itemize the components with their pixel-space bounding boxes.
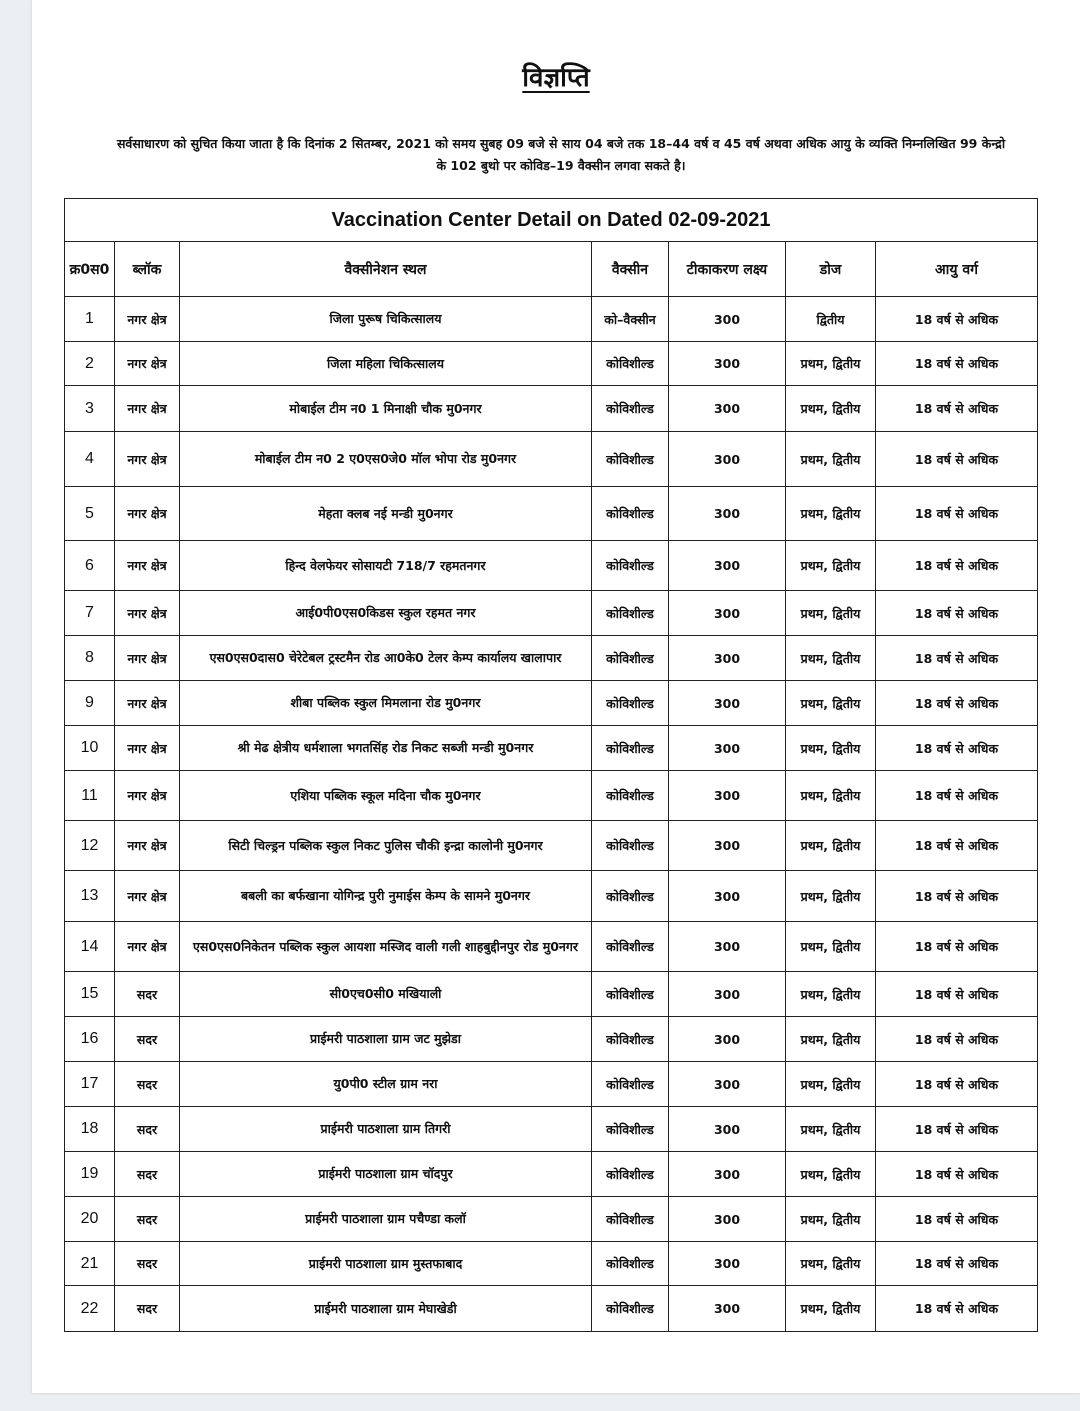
target-cell: 300 (669, 1107, 786, 1152)
serial-cell: 12 (65, 821, 115, 871)
dose-cell: प्रथम, द्वितीय (786, 1197, 876, 1242)
vaccine-cell: कोविशील्ड (592, 922, 669, 972)
block-cell: नगर क्षेत्र (115, 681, 180, 726)
age-cell: 18 वर्ष से अधिक (876, 541, 1038, 591)
age-cell: 18 वर्ष से अधिक (876, 726, 1038, 771)
table-row (65, 972, 1038, 1017)
block-cell: नगर क्षेत्र (115, 591, 180, 636)
dose-cell: प्रथम, द्वितीय (786, 1062, 876, 1107)
block-cell: सदर (115, 1107, 180, 1152)
serial-cell: 8 (65, 636, 115, 681)
target-cell: 300 (669, 922, 786, 972)
age-cell: 18 वर्ष से अधिक (876, 432, 1038, 487)
vaccine-cell: कोविशील्ड (592, 1242, 669, 1286)
block-cell: नगर क्षेत्र (115, 386, 180, 432)
place-cell: जिला महिला चिकित्सालय (180, 342, 592, 386)
dose-cell: प्रथम, द्वितीय (786, 1152, 876, 1197)
target-cell: 300 (669, 972, 786, 1017)
age-cell: 18 वर्ष से अधिक (876, 487, 1038, 541)
dose-cell: प्रथम, द्वितीय (786, 487, 876, 541)
serial-cell: 16 (65, 1017, 115, 1062)
block-cell: सदर (115, 1152, 180, 1197)
table-row (65, 1242, 1038, 1286)
dose-cell: प्रथम, द्वितीय (786, 541, 876, 591)
table-row (65, 591, 1038, 636)
place-cell: हिन्द वेलफेयर सोसायटी 718/7 रहमतनगर (180, 541, 592, 591)
block-cell: नगर क्षेत्र (115, 297, 180, 342)
block-cell: नगर क्षेत्र (115, 871, 180, 922)
serial-cell: 1 (65, 297, 115, 342)
place-cell: प्राईमरी पाठशाला ग्राम चॉदपुर (180, 1152, 592, 1197)
table-row (65, 432, 1038, 487)
target-cell: 300 (669, 821, 786, 871)
block-cell: नगर क्षेत्र (115, 726, 180, 771)
dose-cell: प्रथम, द्वितीय (786, 771, 876, 821)
target-cell: 300 (669, 1242, 786, 1286)
table-header-row (65, 242, 1038, 297)
target-cell: 300 (669, 591, 786, 636)
place-cell: प्राईमरी पाठशाला ग्राम तिगरी (180, 1107, 592, 1152)
block-cell: सदर (115, 1017, 180, 1062)
place-cell: शीबा पब्लिक स्कुल मिमलाना रोड मु0नगर (180, 681, 592, 726)
serial-cell: 21 (65, 1242, 115, 1286)
header-serial: क्र0स0 (65, 242, 115, 297)
place-cell: यु0पी0 स्टील ग्राम नरा (180, 1062, 592, 1107)
table-row (65, 1152, 1038, 1197)
dose-cell: प्रथम, द्वितीय (786, 1107, 876, 1152)
vaccine-cell: कोविशील्ड (592, 432, 669, 487)
header-block: ब्लॉक (115, 242, 180, 297)
table-row (65, 386, 1038, 432)
serial-cell: 17 (65, 1062, 115, 1107)
target-cell: 300 (669, 1017, 786, 1062)
vaccine-cell: कोविशील्ड (592, 1017, 669, 1062)
dose-cell: प्रथम, द्वितीय (786, 871, 876, 922)
block-cell: सदर (115, 1286, 180, 1332)
vaccine-cell: कोविशील्ड (592, 871, 669, 922)
serial-cell: 6 (65, 541, 115, 591)
notice-line-2: के 102 बुथो पर कोविड–19 वैक्सीन लगवा सकते है। (436, 158, 686, 173)
place-cell: प्राईमरी पाठशाला ग्राम मेघाखेडी (180, 1286, 592, 1332)
target-cell: 300 (669, 1152, 786, 1197)
age-cell: 18 वर्ष से अधिक (876, 1062, 1038, 1107)
table-row (65, 681, 1038, 726)
age-cell: 18 वर्ष से अधिक (876, 636, 1038, 681)
place-cell: सिटी चिल्ड्रन पब्लिक स्कुल निकट पुलिस चौकी इन्द्रा कालोनी मु0नगर (180, 821, 592, 871)
serial-cell: 5 (65, 487, 115, 541)
dose-cell: प्रथम, द्वितीय (786, 591, 876, 636)
vaccine-cell: कोविशील्ड (592, 1062, 669, 1107)
serial-cell: 3 (65, 386, 115, 432)
age-cell: 18 वर्ष से अधिक (876, 1286, 1038, 1332)
block-cell: नगर क्षेत्र (115, 487, 180, 541)
table-caption: Vaccination Center Detail on Dated 02-09-2021 (65, 199, 1038, 242)
vaccine-cell: कोविशील्ड (592, 726, 669, 771)
table-row (65, 871, 1038, 922)
dose-cell: प्रथम, द्वितीय (786, 386, 876, 432)
age-cell: 18 वर्ष से अधिक (876, 1017, 1038, 1062)
vaccine-cell: कोविशील्ड (592, 681, 669, 726)
age-cell: 18 वर्ष से अधिक (876, 1197, 1038, 1242)
block-cell: सदर (115, 1062, 180, 1107)
target-cell: 300 (669, 1286, 786, 1332)
place-cell: बबली का बर्फखाना योगिन्द्र पुरी नुमाईस केम्प के सामने मु0नगर (180, 871, 592, 922)
target-cell: 300 (669, 681, 786, 726)
age-cell: 18 वर्ष से अधिक (876, 1152, 1038, 1197)
age-cell: 18 वर्ष से अधिक (876, 821, 1038, 871)
place-cell: एशिया पब्लिक स्कूल मदिना चौक मु0नगर (180, 771, 592, 821)
age-cell: 18 वर्ष से अधिक (876, 1107, 1038, 1152)
age-cell: 18 वर्ष से अधिक (876, 591, 1038, 636)
header-place: वैक्सीनेशन स्थल (180, 242, 592, 297)
table-row (65, 1286, 1038, 1332)
target-cell: 300 (669, 541, 786, 591)
header-dose: डोज (786, 242, 876, 297)
serial-cell: 22 (65, 1286, 115, 1332)
serial-cell: 7 (65, 591, 115, 636)
dose-cell: प्रथम, द्वितीय (786, 1286, 876, 1332)
vaccine-cell: कोविशील्ड (592, 636, 669, 681)
serial-cell: 18 (65, 1107, 115, 1152)
table-row (65, 771, 1038, 821)
block-cell: नगर क्षेत्र (115, 541, 180, 591)
target-cell: 300 (669, 432, 786, 487)
place-cell: आई0पी0एस0किडस स्कुल रहमत नगर (180, 591, 592, 636)
table-row (65, 487, 1038, 541)
target-cell: 300 (669, 487, 786, 541)
dose-cell: प्रथम, द्वितीय (786, 636, 876, 681)
dose-cell: प्रथम, द्वितीय (786, 681, 876, 726)
vaccine-cell: कोविशील्ड (592, 771, 669, 821)
place-cell: सी0एच0सी0 मखियाली (180, 972, 592, 1017)
header-target: टीकाकरण लक्ष्य (669, 242, 786, 297)
vaccine-cell: कोविशील्ड (592, 342, 669, 386)
place-cell: मोबाईल टीम न0 2 ए0एस0जे0 मॉल भोपा रोड मु0नगर (180, 432, 592, 487)
target-cell: 300 (669, 386, 786, 432)
target-cell: 300 (669, 297, 786, 342)
vaccine-cell: कोविशील्ड (592, 487, 669, 541)
table-row (65, 541, 1038, 591)
dose-cell: प्रथम, द्वितीय (786, 726, 876, 771)
target-cell: 300 (669, 1062, 786, 1107)
place-cell: मेहता क्लब नई मन्डी मु0नगर (180, 487, 592, 541)
table-row (65, 1062, 1038, 1107)
notice-title: विज्ञप्ति (522, 63, 590, 93)
vaccine-cell: कोविशील्ड (592, 972, 669, 1017)
header-age: आयु वर्ग (876, 242, 1038, 297)
block-cell: नगर क्षेत्र (115, 342, 180, 386)
dose-cell: प्रथम, द्वितीय (786, 1242, 876, 1286)
place-cell: प्राईमरी पाठशाला ग्राम जट मुझेडा (180, 1017, 592, 1062)
table-row (65, 1197, 1038, 1242)
age-cell: 18 वर्ष से अधिक (876, 871, 1038, 922)
place-cell: श्री मेढ क्षेत्रीय धर्मशाला भगतसिंह रोड निकट सब्जी मन्डी मु0नगर (180, 726, 592, 771)
vaccination-table (64, 198, 1038, 1332)
serial-cell: 14 (65, 922, 115, 972)
table-row (65, 922, 1038, 972)
vaccine-cell: कोविशील्ड (592, 1107, 669, 1152)
vaccine-cell: कोविशील्ड (592, 1152, 669, 1197)
age-cell: 18 वर्ष से अधिक (876, 681, 1038, 726)
dose-cell: प्रथम, द्वितीय (786, 821, 876, 871)
dose-cell: प्रथम, द्वितीय (786, 432, 876, 487)
place-cell: एस0एस0दास0 चेरेटेबल ट्रस्टमैन रोड आ0के0 टेलर केम्प कार्यालय खालापार (180, 636, 592, 681)
age-cell: 18 वर्ष से अधिक (876, 972, 1038, 1017)
serial-cell: 19 (65, 1152, 115, 1197)
table-row (65, 636, 1038, 681)
target-cell: 300 (669, 342, 786, 386)
document-page (32, 0, 1080, 1393)
block-cell: नगर क्षेत्र (115, 432, 180, 487)
dose-cell: प्रथम, द्वितीय (786, 922, 876, 972)
age-cell: 18 वर्ष से अधिक (876, 1242, 1038, 1286)
place-cell: प्राईमरी पाठशाला ग्राम पचैण्डा कलॉ (180, 1197, 592, 1242)
dose-cell: प्रथम, द्वितीय (786, 972, 876, 1017)
block-cell: सदर (115, 1197, 180, 1242)
target-cell: 300 (669, 1197, 786, 1242)
table-row (65, 297, 1038, 342)
notice-line-1: सर्वसाधारण को सुचित किया जाता है कि दिनांक 2 सितम्बर, 2021 को समय सुबह 09 बजे से साय 04 बजे तक 18–44 वर्ष व 45 वर्ष अथवा अधिक आयु के व्यक्ति निम्नलिखित 99 केन्द्रो (116, 136, 1006, 151)
target-cell: 300 (669, 636, 786, 681)
dose-cell: द्वितीय (786, 297, 876, 342)
table-row (65, 342, 1038, 386)
serial-cell: 13 (65, 871, 115, 922)
target-cell: 300 (669, 871, 786, 922)
target-cell: 300 (669, 771, 786, 821)
table-row (65, 1017, 1038, 1062)
age-cell: 18 वर्ष से अधिक (876, 297, 1038, 342)
table-row (65, 726, 1038, 771)
place-cell: प्राईमरी पाठशाला ग्राम मुस्तफाबाद (180, 1242, 592, 1286)
vaccine-cell: कोविशील्ड (592, 821, 669, 871)
vaccine-cell: कोविशील्ड (592, 386, 669, 432)
target-cell: 300 (669, 726, 786, 771)
serial-cell: 2 (65, 342, 115, 386)
age-cell: 18 वर्ष से अधिक (876, 922, 1038, 972)
table-row (65, 821, 1038, 871)
serial-cell: 4 (65, 432, 115, 487)
header-vaccine: वैक्सीन (592, 242, 669, 297)
dose-cell: प्रथम, द्वितीय (786, 342, 876, 386)
notice-text (66, 133, 1056, 177)
serial-cell: 20 (65, 1197, 115, 1242)
vaccine-cell: कोविशील्ड (592, 541, 669, 591)
block-cell: नगर क्षेत्र (115, 922, 180, 972)
block-cell: सदर (115, 1242, 180, 1286)
place-cell: एस0एस0निकेतन पब्लिक स्कुल आयशा मस्जिद वाली गली शाहबुद्दीनपुर रोड मु0नगर (180, 922, 592, 972)
age-cell: 18 वर्ष से अधिक (876, 771, 1038, 821)
serial-cell: 9 (65, 681, 115, 726)
serial-cell: 10 (65, 726, 115, 771)
dose-cell: प्रथम, द्वितीय (786, 1017, 876, 1062)
age-cell: 18 वर्ष से अधिक (876, 386, 1038, 432)
age-cell: 18 वर्ष से अधिक (876, 342, 1038, 386)
block-cell: नगर क्षेत्र (115, 636, 180, 681)
block-cell: नगर क्षेत्र (115, 771, 180, 821)
serial-cell: 11 (65, 771, 115, 821)
block-cell: नगर क्षेत्र (115, 821, 180, 871)
serial-cell: 15 (65, 972, 115, 1017)
block-cell: सदर (115, 972, 180, 1017)
place-cell: मोबाईल टीम न0 1 मिनाक्षी चौक मु0नगर (180, 386, 592, 432)
vaccine-cell: कोविशील्ड (592, 1197, 669, 1242)
vaccine-cell: को–वैक्सीन (592, 297, 669, 342)
table-row (65, 1107, 1038, 1152)
vaccine-cell: कोविशील्ड (592, 1286, 669, 1332)
place-cell: जिला पुरूष चिकित्सालय (180, 297, 592, 342)
vaccine-cell: कोविशील्ड (592, 591, 669, 636)
